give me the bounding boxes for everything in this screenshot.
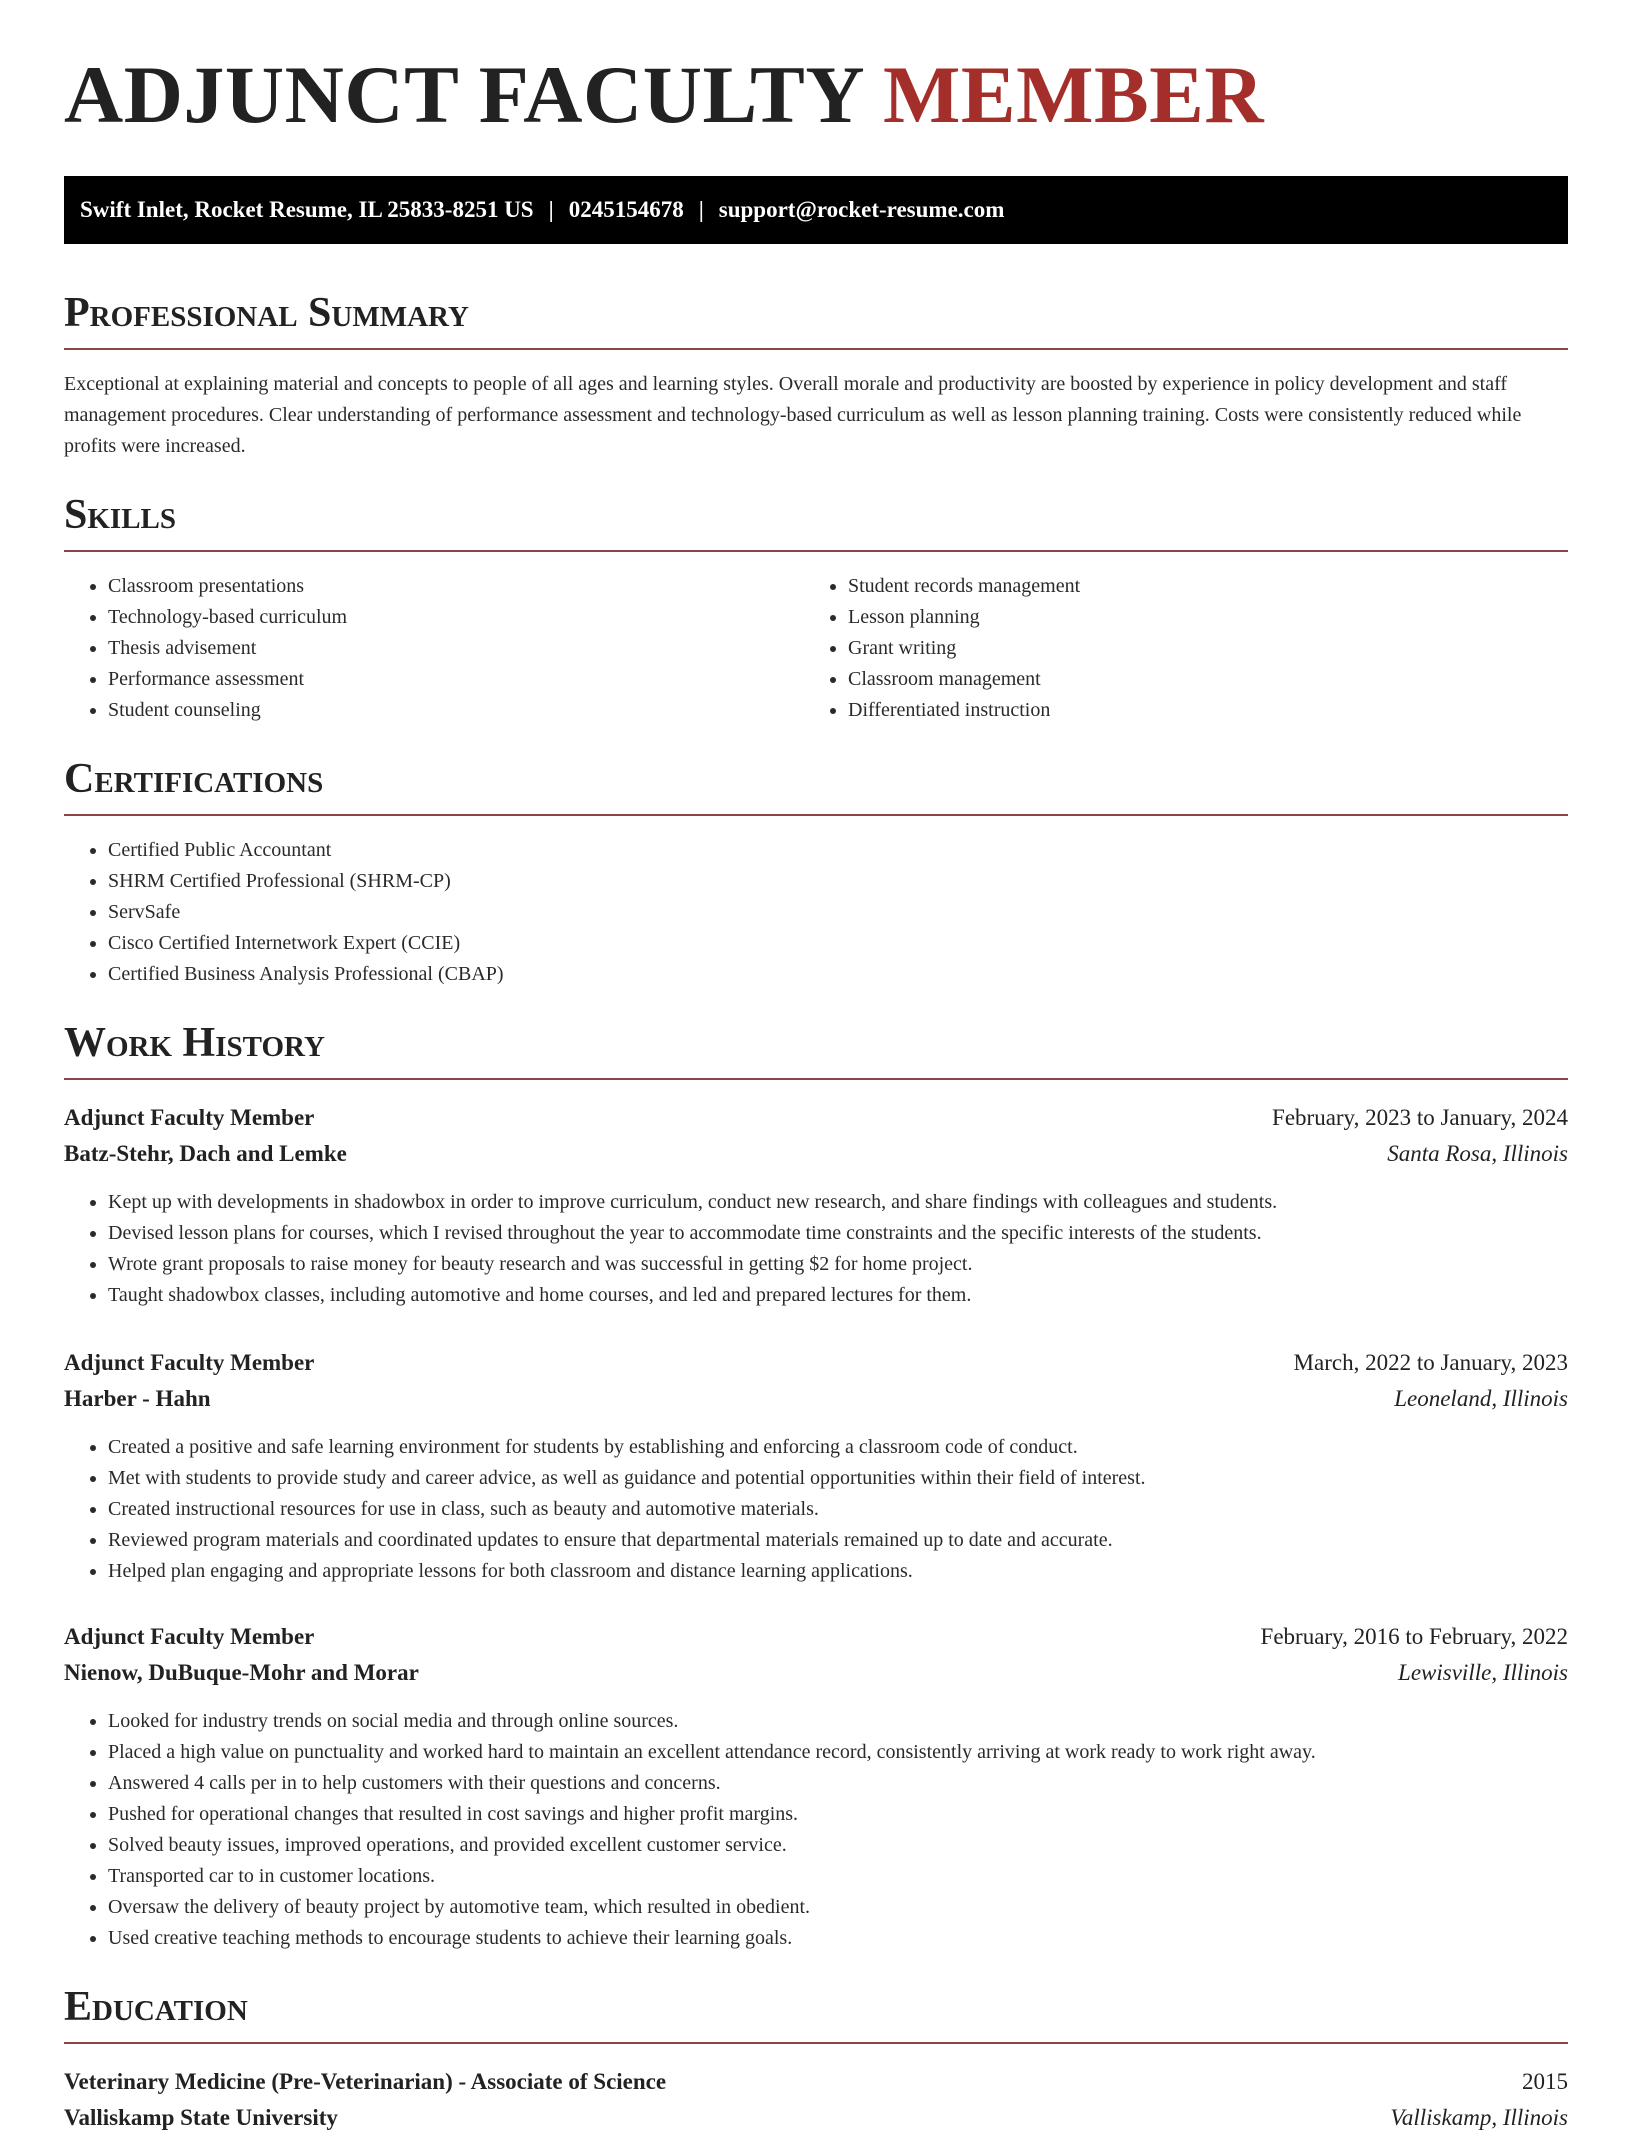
education-year: 2015 [1522,2069,1568,2094]
job-bullet: • Used creative teaching methods to encourage students to achieve their learning goals. [108,1923,1568,1954]
skill-item: • Student counseling [108,695,808,726]
education-degree: Veterinary Medicine (Pre-Veterinarian) - Associate of Science [64,2069,667,2094]
job-header [64,1619,1568,1655]
education-header [64,2064,1568,2100]
job-bullet: • Placed a high value on punctuality and worked hard to maintain an excellent attendance record, consistently arriving at work ready to work right away. [108,1737,1568,1768]
candidate-name [64,49,1265,140]
contact-phone: 0245154678 [568,197,684,222]
job-bullet: • Looked for industry trends on social media and through online sources. [108,1706,1568,1737]
job-bullet: • Taught shadowbox classes, including automotive and home courses, and led and prepared lectures for them. [108,1280,1568,1311]
name-accent: MEMBER [883,49,1265,140]
skill-item: • Performance assessment [108,664,808,695]
job-dates: February, 2023 to January, 2024 [1272,1105,1568,1130]
education-location: Valliskamp, Illinois [1390,2105,1568,2130]
name-main: ADJUNCT FACULTY [64,49,862,140]
certification-item: • Certified Business Analysis Professional (CBAP) [108,959,1508,990]
job-subheader [64,1655,1568,1691]
contact-email: support@rocket-resume.com [718,197,1005,222]
job-subheader [64,1381,1568,1417]
education-heading: Education [64,1986,1568,2044]
certification-item: • SHRM Certified Professional (SHRM-CP) [108,866,1508,897]
job-dates: February, 2016 to February, 2022 [1260,1624,1568,1649]
skills-list-left [64,571,808,726]
job-location: Leoneland, Illinois [1394,1386,1568,1411]
job-bullet: • Wrote grant proposals to raise money for beauty research and was successful in getting $2 for home project. [108,1249,1568,1280]
skill-item: • Grant writing [848,633,1548,664]
job-bullet: • Solved beauty issues, improved operations, and provided excellent customer service. [108,1830,1568,1861]
contact-address: Swift Inlet, Rocket Resume, IL 25833-8251 US [80,197,534,222]
job-bullet: • Pushed for operational changes that resulted in cost savings and higher profit margins. [108,1799,1568,1830]
job-title: Adjunct Faculty Member [64,1105,315,1130]
skills-list-right [804,571,1548,726]
certification-item: • ServSafe [108,897,1508,928]
job-bullet: • Created instructional resources for use in class, such as beauty and automotive materials. [108,1494,1568,1525]
education-school: Valliskamp State University [64,2105,338,2130]
skill-item: • Thesis advisement [108,633,808,664]
job-bullets [64,1432,1568,1587]
certifications-heading: Certifications [64,758,1568,816]
job-bullets [64,1706,1568,1954]
job-bullets [64,1187,1568,1311]
job-dates: March, 2022 to January, 2023 [1293,1350,1568,1375]
contact-separator: | [698,197,704,222]
job-location: Lewisville, Illinois [1398,1660,1568,1685]
skill-item: • Technology-based curriculum [108,602,808,633]
job-bullet: • Oversaw the delivery of beauty project by automotive team, which resulted in obedient. [108,1892,1568,1923]
certifications-list [64,835,1508,990]
skill-item: • Differentiated instruction [848,695,1548,726]
skill-item: • Student records management [848,571,1548,602]
skills-heading: Skills [64,494,1568,552]
job-company: Batz-Stehr, Dach and Lemke [64,1141,347,1166]
education-subheader [64,2100,1568,2136]
job-bullet: • Kept up with developments in shadowbox in order to improve curriculum, conduct new research, and share findings with colleagues and students. [108,1187,1568,1218]
skill-item: • Lesson planning [848,602,1548,633]
job-subheader [64,1136,1568,1172]
summary-text: Exceptional at explaining material and concepts to people of all ages and learning styles. Overall morale and productivity are boosted by experience in policy development and staff management procedures. Clear understanding of performance assessment and technology-based curriculum as well as lesson planning training. Costs were consistently reduced while profits were increased. [64,373,1522,457]
skill-item: • Classroom management [848,664,1548,695]
job-header [64,1345,1568,1381]
job-location: Santa Rosa, Illinois [1387,1141,1568,1166]
contact-bar [64,176,1568,244]
work-history-heading: Work History [64,1022,1568,1080]
skill-item: • Classroom presentations [108,571,808,602]
job-bullet: • Answered 4 calls per in to help customers with their questions and concerns. [108,1768,1568,1799]
job-bullet: • Created a positive and safe learning environment for students by establishing and enforcing a classroom code of conduct. [108,1432,1568,1463]
job-title: Adjunct Faculty Member [64,1350,315,1375]
job-bullet: • Helped plan engaging and appropriate lessons for both classroom and distance learning applications. [108,1556,1568,1587]
contact-separator: | [548,197,554,222]
job-title: Adjunct Faculty Member [64,1624,315,1649]
job-bullet: • Reviewed program materials and coordinated updates to ensure that departmental materials remained up to date and accurate. [108,1525,1568,1556]
job-header [64,1100,1568,1136]
job-company: Harber - Hahn [64,1386,211,1411]
certification-item: • Cisco Certified Internetwork Expert (CCIE) [108,928,1508,959]
job-bullet: • Met with students to provide study and career advice, as well as guidance and potential opportunities within their field of interest. [108,1463,1568,1494]
summary-heading: Professional Summary [64,292,1568,350]
job-bullet: • Transported car to in customer locations. [108,1861,1568,1892]
job-company: Nienow, DuBuque-Mohr and Morar [64,1660,419,1685]
certification-item: • Certified Public Accountant [108,835,1508,866]
job-bullet: • Devised lesson plans for courses, which I revised throughout the year to accommodate time constraints and the specific interests of the students. [108,1218,1568,1249]
